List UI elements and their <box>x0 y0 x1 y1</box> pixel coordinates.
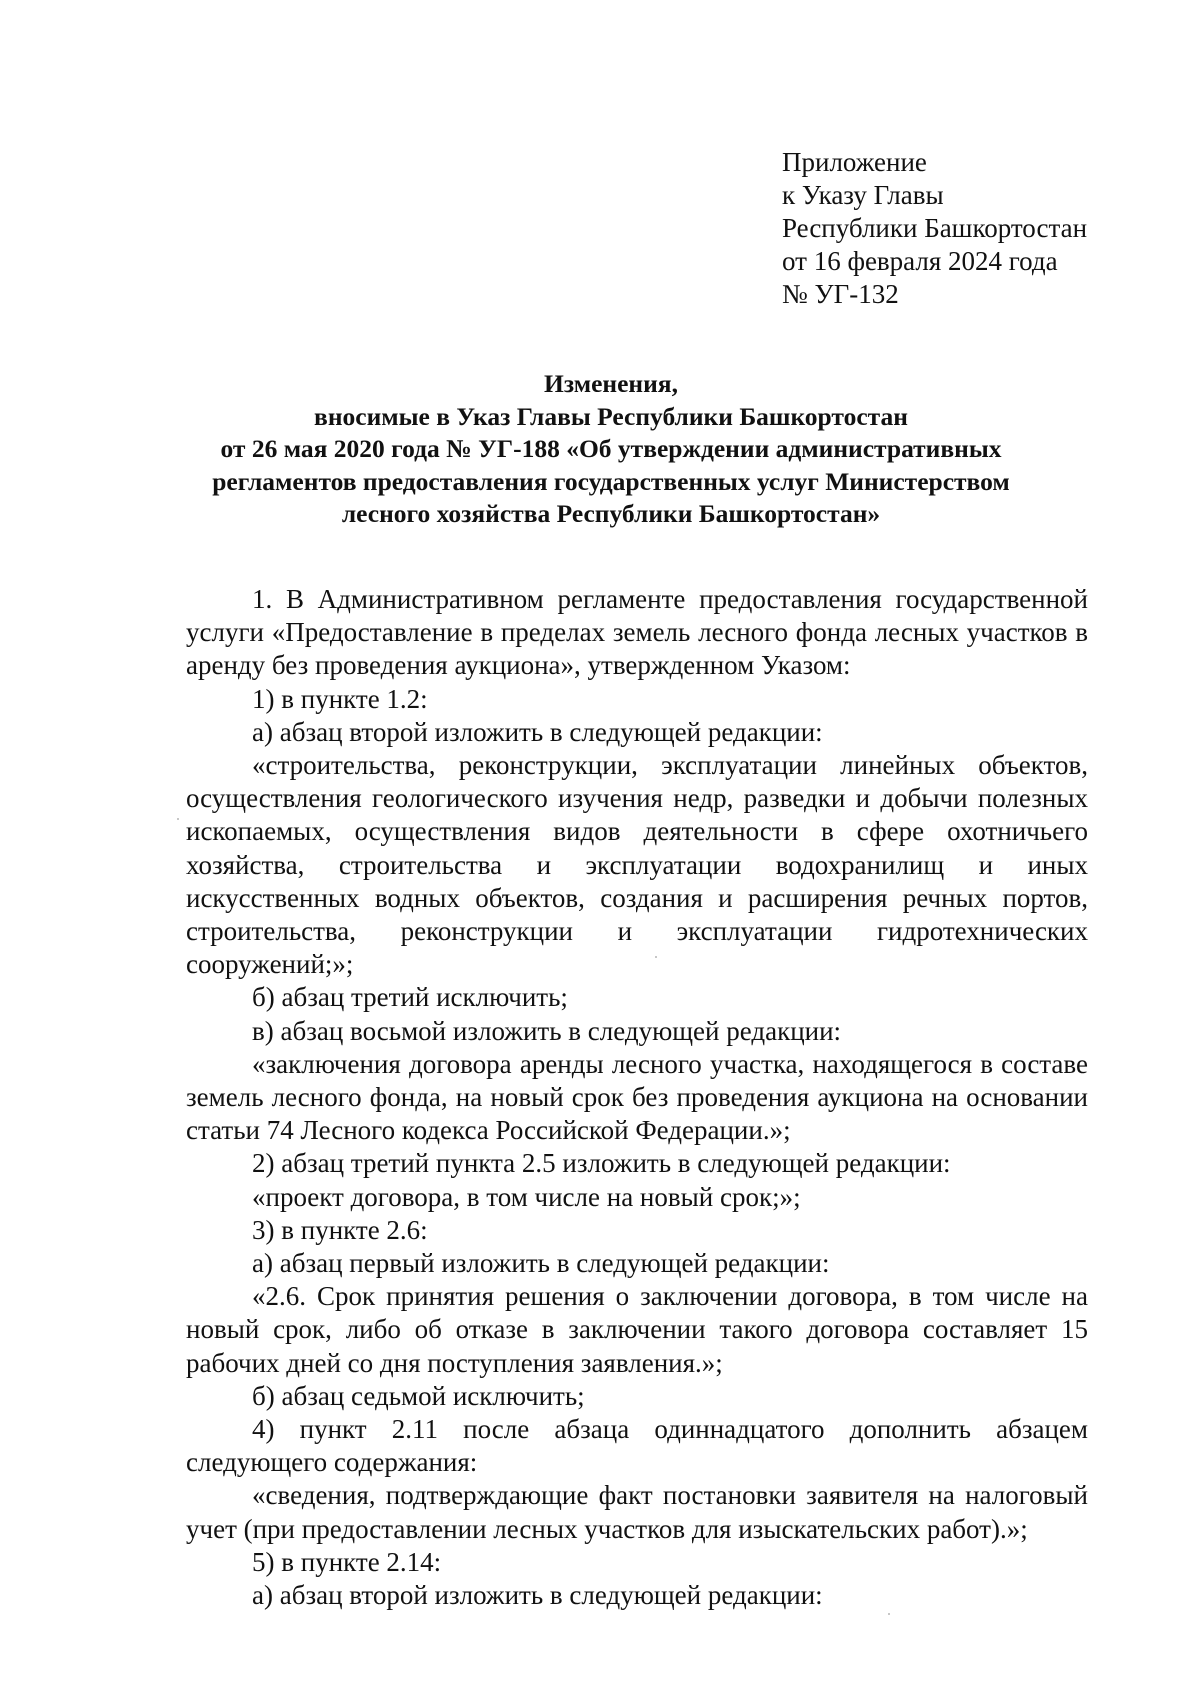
title-line: вносимые в Указ Главы Республики Башкортостан <box>314 401 908 431</box>
paragraph: «проект договора, в том числе на новый срок;»; <box>252 1181 801 1212</box>
scan-speck <box>888 1613 890 1615</box>
paragraph: «сведения, подтверждающие факт постановки заявителя на налоговый учет (при предоставлении лесных участков для изыскательских работ).»; <box>186 1480 1088 1544</box>
paragraph: в) абзац восьмой изложить в следующей редакции: <box>252 1015 842 1046</box>
appendix-line: от 16 февраля 2024 года <box>782 246 1058 276</box>
appendix-line: Приложение <box>782 147 927 177</box>
document-body <box>186 583 1088 1612</box>
paragraph: «2.6. Срок принятия решения о заключении договора, в том числе на новый срок, либо об отказе в заключении такого договора составляет 15 рабочих дней со дня поступления заявления.»; <box>186 1281 1088 1378</box>
paragraph: 4) пункт 2.11 после абзаца одиннадцатого дополнить абзацем следующего содержания: <box>186 1414 1088 1478</box>
appendix-block <box>782 146 1087 311</box>
document-title <box>150 368 1072 531</box>
scan-speck <box>177 818 179 820</box>
paragraph: «заключения договора аренды лесного участка, находящегося в составе земель лесного фонда, на новый срок без проведения аукциона на основании статьи 74 Лесного кодекса Российской Федерации.»; <box>186 1048 1088 1146</box>
paragraph: 2) абзац третий пункта 2.5 изложить в следующей редакции: <box>252 1148 951 1179</box>
scan-speck <box>655 956 657 958</box>
appendix-line: к Указу Главы <box>782 180 944 210</box>
title-line: Изменения, <box>544 369 678 398</box>
paragraph: а) абзац первый изложить в следующей редакции: <box>252 1248 830 1279</box>
paragraph: б) абзац седьмой исключить; <box>252 1380 585 1411</box>
paragraph: «строительства, реконструкции, эксплуатации линейных объектов, осуществления геологического изучения недр, разведки и добычи полезных ископаемых, осуществления видов деятельности в сфере охотничьего хозяйства, строительства и эксплуатации водохранилищ и иных искусственных водных объектов, создания и расширения речных портов, строительства, реконструкции и эксплуатации гидротехнических сооружений;»; <box>186 750 1088 980</box>
appendix-line: № УГ-132 <box>782 279 899 309</box>
paragraph: 1. В Административном регламенте предоставления государственной услуги «Предоставление в пределах земель лесного фонда лесных участков в аренду без проведения аукциона», утвержденном Указом: <box>186 584 1088 681</box>
paragraph: а) абзац второй изложить в следующей редакции: <box>252 1580 823 1611</box>
paragraph: 1) в пункте 1.2: <box>252 683 428 714</box>
paragraph: 5) в пункте 2.14: <box>252 1546 442 1577</box>
appendix-line: Республики Башкортостан <box>782 213 1088 243</box>
title-line: регламентов предоставления государственных услуг Министерством <box>212 466 1010 496</box>
paragraph: 3) в пункте 2.6: <box>252 1214 428 1245</box>
paragraph: б) абзац третий исключить; <box>252 982 568 1013</box>
title-line: лесного хозяйства Республики Башкортостан» <box>341 499 881 528</box>
paragraph: а) абзац второй изложить в следующей редакции: <box>252 716 823 747</box>
title-line: от 26 мая 2020 года № УГ-188 «Об утверждении административных <box>220 434 1002 463</box>
